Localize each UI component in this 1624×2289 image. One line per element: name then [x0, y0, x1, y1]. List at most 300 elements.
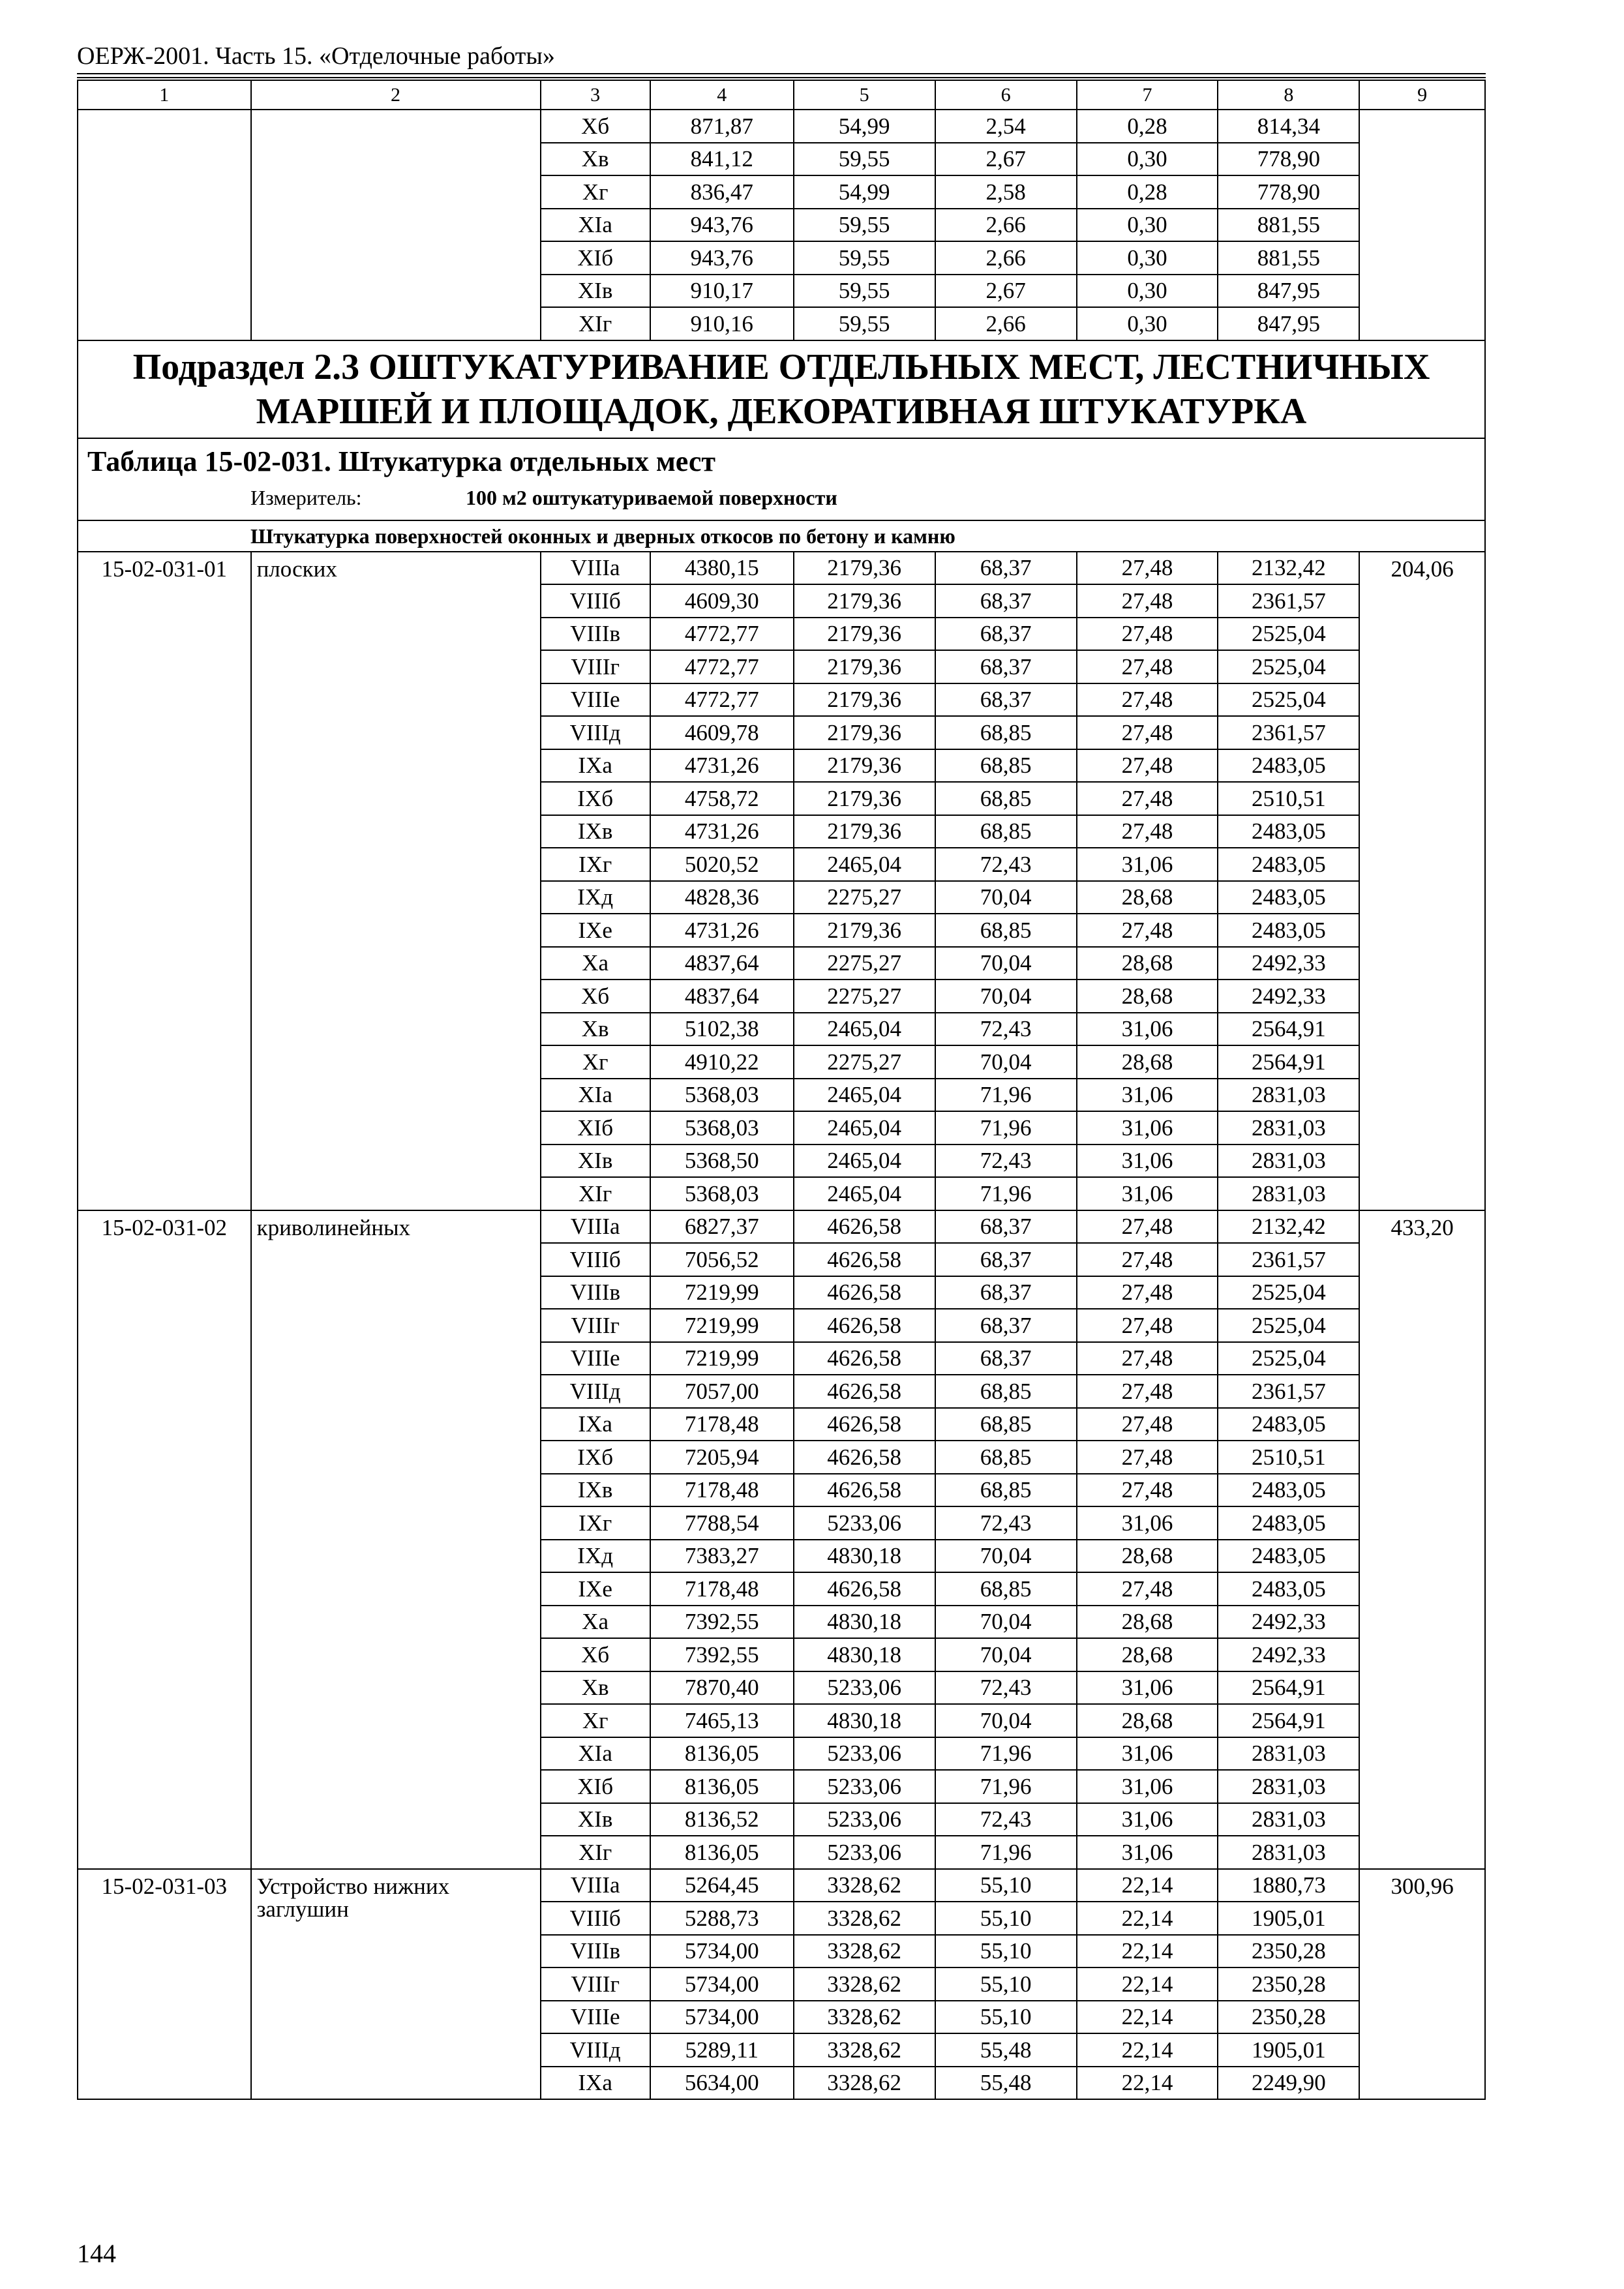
value-cell: 4828,36 — [650, 881, 794, 914]
rate-cell — [1359, 110, 1485, 340]
subheading: Штукатурка поверхностей оконных и дверных откосов по бетону и камню — [78, 520, 1485, 552]
value-cell: 4830,18 — [794, 1704, 935, 1737]
value-cell: 68,85 — [935, 1408, 1077, 1441]
value-cell: 27,48 — [1077, 716, 1218, 749]
value-cell: 2179,36 — [794, 650, 935, 683]
value-cell: 814,34 — [1218, 110, 1359, 143]
value-cell: 27,48 — [1077, 1474, 1218, 1507]
value-cell: 27,48 — [1077, 1375, 1218, 1408]
class-cell: VIIIв — [541, 1935, 650, 1968]
value-cell: 7178,48 — [650, 1408, 794, 1441]
value-cell: 2,67 — [935, 143, 1077, 176]
class-cell: Xв — [541, 143, 650, 176]
value-cell: 943,76 — [650, 241, 794, 275]
name-cell: Устройство нижних заглушин — [251, 1869, 541, 2100]
value-cell: 72,43 — [935, 1671, 1077, 1705]
value-cell: 7788,54 — [650, 1506, 794, 1540]
value-cell: 4830,18 — [794, 1540, 935, 1573]
code-cell: 15-02-031-03 — [78, 1869, 251, 2100]
value-cell: 2831,03 — [1218, 1737, 1359, 1771]
value-cell: 7219,99 — [650, 1309, 794, 1342]
class-cell: IXд — [541, 881, 650, 914]
value-cell: 5102,38 — [650, 1013, 794, 1046]
value-cell: 2179,36 — [794, 782, 935, 815]
value-cell: 7383,27 — [650, 1540, 794, 1573]
value-cell: 2483,05 — [1218, 1572, 1359, 1606]
value-cell: 27,48 — [1077, 683, 1218, 717]
value-cell: 27,48 — [1077, 1572, 1218, 1606]
class-cell: Xа — [541, 1606, 650, 1639]
class-cell: VIIIа — [541, 1210, 650, 1244]
value-cell: 847,95 — [1218, 275, 1359, 308]
value-cell: 54,99 — [794, 110, 935, 143]
value-cell: 71,96 — [935, 1737, 1077, 1771]
class-cell: XIг — [541, 307, 650, 340]
value-cell: 5368,50 — [650, 1144, 794, 1178]
value-cell: 2483,05 — [1218, 1408, 1359, 1441]
class-cell: IXд — [541, 1540, 650, 1573]
value-cell: 2,54 — [935, 110, 1077, 143]
class-cell: Xг — [541, 1045, 650, 1079]
name-cell: плоских — [251, 552, 541, 1210]
class-cell: IXа — [541, 2067, 650, 2100]
class-cell: IXб — [541, 1441, 650, 1474]
value-cell: 27,48 — [1077, 749, 1218, 783]
value-cell: 2275,27 — [794, 980, 935, 1013]
value-cell: 836,47 — [650, 175, 794, 209]
value-cell: 2275,27 — [794, 1045, 935, 1079]
value-cell: 2483,05 — [1218, 815, 1359, 848]
value-cell: 59,55 — [794, 307, 935, 340]
class-cell: VIIIа — [541, 552, 650, 585]
class-cell: IXг — [541, 848, 650, 881]
value-cell: 71,96 — [935, 1836, 1077, 1869]
value-cell: 55,48 — [935, 2067, 1077, 2100]
value-cell: 3328,62 — [794, 2001, 935, 2034]
value-cell: 7465,13 — [650, 1704, 794, 1737]
class-cell: XIв — [541, 1144, 650, 1178]
value-cell: 2564,91 — [1218, 1704, 1359, 1737]
value-cell: 2510,51 — [1218, 782, 1359, 815]
class-cell: XIа — [541, 209, 650, 242]
value-cell: 4910,22 — [650, 1045, 794, 1079]
value-cell: 68,37 — [935, 584, 1077, 618]
value-cell: 5233,06 — [794, 1671, 935, 1705]
value-cell: 4731,26 — [650, 914, 794, 947]
value-cell: 2483,05 — [1218, 1506, 1359, 1540]
value-cell: 910,17 — [650, 275, 794, 308]
class-cell: Xб — [541, 110, 650, 143]
table-row — [78, 1210, 1485, 1244]
value-cell: 1880,73 — [1218, 1869, 1359, 1902]
value-cell: 2350,28 — [1218, 1967, 1359, 2001]
value-cell: 2564,91 — [1218, 1671, 1359, 1705]
value-cell: 0,28 — [1077, 175, 1218, 209]
class-cell: VIIIг — [541, 650, 650, 683]
value-cell: 4626,58 — [794, 1441, 935, 1474]
column-number: 7 — [1077, 80, 1218, 110]
value-cell: 2483,05 — [1218, 749, 1359, 783]
name-cell: криволинейных — [251, 1210, 541, 1869]
value-cell: 3328,62 — [794, 1967, 935, 2001]
value-cell: 4626,58 — [794, 1408, 935, 1441]
value-cell: 3328,62 — [794, 2067, 935, 2100]
value-cell: 2179,36 — [794, 618, 935, 651]
rate-cell: 433,20 — [1359, 1210, 1485, 1869]
value-cell: 7178,48 — [650, 1474, 794, 1507]
value-cell: 5233,06 — [794, 1836, 935, 1869]
value-cell: 1905,01 — [1218, 1902, 1359, 1935]
value-cell: 7057,00 — [650, 1375, 794, 1408]
value-cell: 2831,03 — [1218, 1177, 1359, 1210]
page-number: 144 — [77, 2239, 116, 2268]
value-cell: 4837,64 — [650, 980, 794, 1013]
value-cell: 22,14 — [1077, 1869, 1218, 1902]
value-cell: 2275,27 — [794, 881, 935, 914]
value-cell: 2525,04 — [1218, 650, 1359, 683]
value-cell: 2483,05 — [1218, 1540, 1359, 1573]
value-cell: 68,85 — [935, 716, 1077, 749]
class-cell: XIг — [541, 1177, 650, 1210]
value-cell: 5233,06 — [794, 1737, 935, 1771]
class-cell: IXг — [541, 1506, 650, 1540]
value-cell: 59,55 — [794, 241, 935, 275]
value-cell: 7870,40 — [650, 1671, 794, 1705]
value-cell: 28,68 — [1077, 980, 1218, 1013]
value-cell: 68,85 — [935, 815, 1077, 848]
measure-value: 100 м2 оштукатуриваемой поверхности — [466, 485, 837, 509]
value-cell: 68,85 — [935, 782, 1077, 815]
value-cell: 4731,26 — [650, 815, 794, 848]
value-cell: 2179,36 — [794, 914, 935, 947]
section-row — [78, 340, 1485, 438]
value-cell: 2179,36 — [794, 749, 935, 783]
value-cell: 27,48 — [1077, 1309, 1218, 1342]
class-cell: Xб — [541, 1638, 650, 1671]
value-cell: 2179,36 — [794, 716, 935, 749]
class-cell: Xв — [541, 1671, 650, 1705]
class-cell: IXб — [541, 782, 650, 815]
class-cell: XIа — [541, 1737, 650, 1771]
value-cell: 55,10 — [935, 2001, 1077, 2034]
value-cell: 22,14 — [1077, 1967, 1218, 2001]
value-cell: 6827,37 — [650, 1210, 794, 1244]
value-cell: 55,10 — [935, 1935, 1077, 1968]
value-cell: 7056,52 — [650, 1243, 794, 1276]
value-cell: 847,95 — [1218, 307, 1359, 340]
value-cell: 27,48 — [1077, 1210, 1218, 1244]
rate-cell: 300,96 — [1359, 1869, 1485, 2100]
value-cell: 68,37 — [935, 1276, 1077, 1309]
class-cell: VIIIг — [541, 1309, 650, 1342]
value-cell: 27,48 — [1077, 584, 1218, 618]
value-cell: 2510,51 — [1218, 1441, 1359, 1474]
value-cell: 31,06 — [1077, 1079, 1218, 1112]
value-cell: 2132,42 — [1218, 552, 1359, 585]
value-cell: 7219,99 — [650, 1342, 794, 1375]
value-cell: 70,04 — [935, 980, 1077, 1013]
class-cell: Xа — [541, 947, 650, 980]
value-cell: 5233,06 — [794, 1506, 935, 1540]
section-title-line: МАРШЕЙ И ПЛОЩАДОК, ДЕКОРАТИВНАЯ ШТУКАТУРКА — [256, 391, 1307, 432]
value-cell: 31,06 — [1077, 1506, 1218, 1540]
value-cell: 28,68 — [1077, 1638, 1218, 1671]
value-cell: 31,06 — [1077, 1770, 1218, 1803]
value-cell: 27,48 — [1077, 815, 1218, 848]
value-cell: 28,68 — [1077, 1045, 1218, 1079]
value-cell: 2465,04 — [794, 1013, 935, 1046]
value-cell: 71,96 — [935, 1079, 1077, 1112]
value-cell: 22,14 — [1077, 2001, 1218, 2034]
value-cell: 27,48 — [1077, 1408, 1218, 1441]
value-cell: 871,87 — [650, 110, 794, 143]
column-number-row — [78, 80, 1485, 110]
class-cell: VIIIб — [541, 1243, 650, 1276]
class-cell: Xг — [541, 1704, 650, 1737]
class-cell: XIа — [541, 1079, 650, 1112]
value-cell: 4609,30 — [650, 584, 794, 618]
class-cell: XIб — [541, 241, 650, 275]
value-cell: 27,48 — [1077, 782, 1218, 815]
code-cell — [78, 110, 251, 340]
value-cell: 5020,52 — [650, 848, 794, 881]
value-cell: 4772,77 — [650, 683, 794, 717]
value-cell: 2361,57 — [1218, 584, 1359, 618]
value-cell: 4626,58 — [794, 1210, 935, 1244]
class-cell: XIб — [541, 1111, 650, 1144]
value-cell: 2525,04 — [1218, 1309, 1359, 1342]
value-cell: 4830,18 — [794, 1638, 935, 1671]
value-cell: 59,55 — [794, 275, 935, 308]
value-cell: 68,37 — [935, 1243, 1077, 1276]
value-cell: 4772,77 — [650, 618, 794, 651]
value-cell: 22,14 — [1077, 1935, 1218, 1968]
value-cell: 881,55 — [1218, 241, 1359, 275]
page-header: ОЕРЖ-2001. Часть 15. «Отделочные работы» — [77, 42, 555, 70]
value-cell: 910,16 — [650, 307, 794, 340]
value-cell: 3328,62 — [794, 1869, 935, 1902]
value-cell: 0,28 — [1077, 110, 1218, 143]
measure-label: Измеритель: — [250, 485, 362, 509]
class-cell: IXе — [541, 914, 650, 947]
value-cell: 59,55 — [794, 143, 935, 176]
value-cell: 31,06 — [1077, 1671, 1218, 1705]
value-cell: 55,48 — [935, 2033, 1077, 2067]
value-cell: 31,06 — [1077, 1111, 1218, 1144]
value-cell: 71,96 — [935, 1177, 1077, 1210]
class-cell: VIIIб — [541, 584, 650, 618]
value-cell: 31,06 — [1077, 1013, 1218, 1046]
value-cell: 0,30 — [1077, 241, 1218, 275]
class-cell: IXа — [541, 749, 650, 783]
value-cell: 31,06 — [1077, 848, 1218, 881]
value-cell: 68,85 — [935, 1474, 1077, 1507]
table-title: Таблица 15-02-031. Штукатурка отдельных мест — [87, 445, 716, 477]
value-cell: 2132,42 — [1218, 1210, 1359, 1244]
header-rule — [77, 77, 1486, 78]
value-cell: 2492,33 — [1218, 980, 1359, 1013]
value-cell: 7392,55 — [650, 1606, 794, 1639]
value-cell: 2465,04 — [794, 1079, 935, 1112]
column-number: 4 — [650, 80, 794, 110]
norms-table — [77, 80, 1486, 2100]
value-cell: 2492,33 — [1218, 1638, 1359, 1671]
value-cell: 7178,48 — [650, 1572, 794, 1606]
class-cell: VIIIд — [541, 2033, 650, 2067]
column-number: 2 — [251, 80, 541, 110]
class-cell: IXв — [541, 815, 650, 848]
class-cell: XIг — [541, 1836, 650, 1869]
value-cell: 2361,57 — [1218, 1243, 1359, 1276]
table-row — [78, 110, 1485, 143]
value-cell: 2483,05 — [1218, 881, 1359, 914]
value-cell: 3328,62 — [794, 2033, 935, 2067]
value-cell: 2483,05 — [1218, 1474, 1359, 1507]
value-cell: 0,30 — [1077, 275, 1218, 308]
value-cell: 28,68 — [1077, 1606, 1218, 1639]
value-cell: 2179,36 — [794, 815, 935, 848]
value-cell: 5233,06 — [794, 1803, 935, 1836]
value-cell: 943,76 — [650, 209, 794, 242]
value-cell: 778,90 — [1218, 175, 1359, 209]
value-cell: 71,96 — [935, 1111, 1077, 1144]
value-cell: 4772,77 — [650, 650, 794, 683]
class-cell: VIIIб — [541, 1902, 650, 1935]
value-cell: 4626,58 — [794, 1342, 935, 1375]
value-cell: 2831,03 — [1218, 1836, 1359, 1869]
value-cell: 28,68 — [1077, 1540, 1218, 1573]
value-cell: 28,68 — [1077, 1704, 1218, 1737]
value-cell: 70,04 — [935, 1704, 1077, 1737]
class-cell: XIв — [541, 1803, 650, 1836]
value-cell: 2525,04 — [1218, 683, 1359, 717]
value-cell: 5368,03 — [650, 1111, 794, 1144]
value-cell: 72,43 — [935, 1506, 1077, 1540]
value-cell: 7205,94 — [650, 1441, 794, 1474]
code-cell: 15-02-031-02 — [78, 1210, 251, 1869]
value-cell: 27,48 — [1077, 1342, 1218, 1375]
value-cell: 4626,58 — [794, 1572, 935, 1606]
value-cell: 31,06 — [1077, 1737, 1218, 1771]
value-cell: 2,66 — [935, 241, 1077, 275]
value-cell: 2,67 — [935, 275, 1077, 308]
code-cell: 15-02-031-01 — [78, 552, 251, 1210]
value-cell: 5734,00 — [650, 1967, 794, 2001]
value-cell: 27,48 — [1077, 1276, 1218, 1309]
name-cell — [251, 110, 541, 340]
value-cell: 5264,45 — [650, 1869, 794, 1902]
value-cell: 72,43 — [935, 1144, 1077, 1178]
class-cell: VIIIд — [541, 1375, 650, 1408]
column-number: 3 — [541, 80, 650, 110]
value-cell: 2483,05 — [1218, 914, 1359, 947]
value-cell: 68,85 — [935, 1441, 1077, 1474]
value-cell: 22,14 — [1077, 2033, 1218, 2067]
value-cell: 4626,58 — [794, 1309, 935, 1342]
value-cell: 2249,90 — [1218, 2067, 1359, 2100]
value-cell: 8136,05 — [650, 1737, 794, 1771]
value-cell: 5368,03 — [650, 1177, 794, 1210]
value-cell: 68,85 — [935, 1572, 1077, 1606]
value-cell: 841,12 — [650, 143, 794, 176]
value-cell: 4758,72 — [650, 782, 794, 815]
value-cell: 31,06 — [1077, 1836, 1218, 1869]
value-cell: 5368,03 — [650, 1079, 794, 1112]
value-cell: 3328,62 — [794, 1902, 935, 1935]
value-cell: 28,68 — [1077, 947, 1218, 980]
column-number: 9 — [1359, 80, 1485, 110]
value-cell: 2,58 — [935, 175, 1077, 209]
value-cell: 5289,11 — [650, 2033, 794, 2067]
value-cell: 4626,58 — [794, 1276, 935, 1309]
class-cell: VIIIв — [541, 1276, 650, 1309]
value-cell: 881,55 — [1218, 209, 1359, 242]
value-cell: 2483,05 — [1218, 848, 1359, 881]
value-cell: 0,30 — [1077, 143, 1218, 176]
value-cell: 27,48 — [1077, 914, 1218, 947]
class-cell: VIIIе — [541, 683, 650, 717]
value-cell: 8136,52 — [650, 1803, 794, 1836]
table-row — [78, 552, 1485, 585]
value-cell: 70,04 — [935, 1638, 1077, 1671]
value-cell: 8136,05 — [650, 1770, 794, 1803]
value-cell: 72,43 — [935, 1803, 1077, 1836]
value-cell: 8136,05 — [650, 1836, 794, 1869]
value-cell: 55,10 — [935, 1869, 1077, 1902]
value-cell: 22,14 — [1077, 1902, 1218, 1935]
value-cell: 72,43 — [935, 848, 1077, 881]
value-cell: 2564,91 — [1218, 1013, 1359, 1046]
value-cell: 0,30 — [1077, 307, 1218, 340]
value-cell: 4830,18 — [794, 1606, 935, 1639]
value-cell: 70,04 — [935, 1540, 1077, 1573]
value-cell: 70,04 — [935, 947, 1077, 980]
value-cell: 2492,33 — [1218, 947, 1359, 980]
value-cell: 68,37 — [935, 1309, 1077, 1342]
class-cell: VIIIе — [541, 1342, 650, 1375]
value-cell: 5288,73 — [650, 1902, 794, 1935]
value-cell: 55,10 — [935, 1967, 1077, 2001]
section-title — [78, 340, 1485, 438]
value-cell: 1905,01 — [1218, 2033, 1359, 2067]
value-cell: 3328,62 — [794, 1935, 935, 1968]
value-cell: 2492,33 — [1218, 1606, 1359, 1639]
value-cell: 2564,91 — [1218, 1045, 1359, 1079]
class-cell: IXв — [541, 1474, 650, 1507]
value-cell: 68,37 — [935, 650, 1077, 683]
column-number: 6 — [935, 80, 1077, 110]
value-cell: 2465,04 — [794, 1111, 935, 1144]
value-cell: 7219,99 — [650, 1276, 794, 1309]
value-cell: 31,06 — [1077, 1144, 1218, 1178]
value-cell: 68,37 — [935, 618, 1077, 651]
class-cell: XIб — [541, 1770, 650, 1803]
value-cell: 70,04 — [935, 1606, 1077, 1639]
value-cell: 4626,58 — [794, 1243, 935, 1276]
value-cell: 2525,04 — [1218, 618, 1359, 651]
value-cell: 4731,26 — [650, 749, 794, 783]
section-title-line: Подраздел 2.3 ОШТУКАТУРИВАНИЕ ОТДЕЛЬНЫХ МЕСТ, ЛЕСТНИЧНЫХ — [132, 346, 1430, 387]
value-cell: 2465,04 — [794, 1177, 935, 1210]
value-cell: 68,37 — [935, 683, 1077, 717]
column-number: 8 — [1218, 80, 1359, 110]
value-cell: 2,66 — [935, 307, 1077, 340]
class-cell: XIв — [541, 275, 650, 308]
value-cell: 2465,04 — [794, 848, 935, 881]
value-cell: 2361,57 — [1218, 716, 1359, 749]
value-cell: 2275,27 — [794, 947, 935, 980]
value-cell: 2350,28 — [1218, 2001, 1359, 2034]
